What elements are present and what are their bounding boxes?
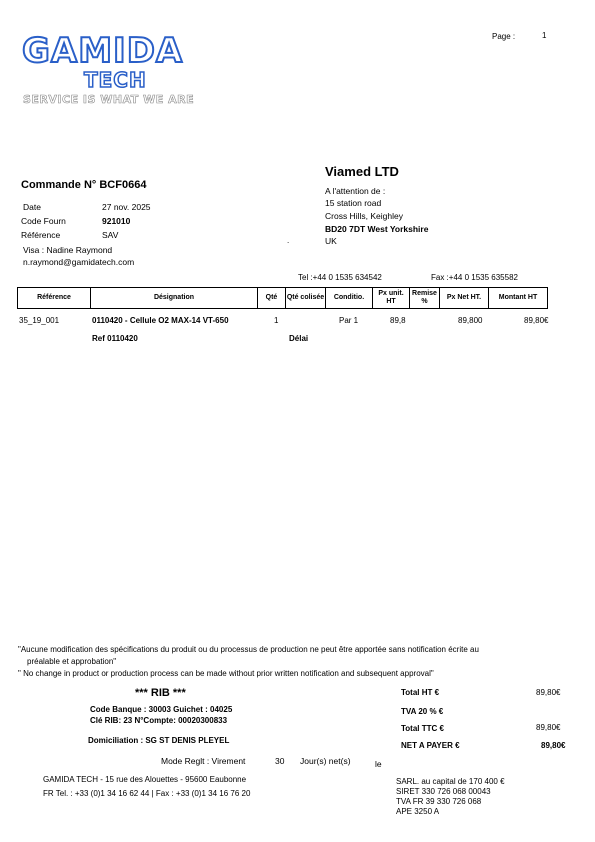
footer-sarl: SARL. au capital de 170 400 €: [396, 777, 505, 786]
total-ht-value: 89,80€: [536, 688, 561, 697]
col-header-conditio: Conditio.: [326, 288, 373, 309]
supplier-code-value: 921010: [102, 216, 131, 226]
row-designation: 0110420 - Cellule O2 MAX-14 VT-650: [92, 316, 229, 325]
total-ttc-value: 89,80€: [536, 723, 561, 732]
visa-text: Visa : Nadine Raymond: [23, 245, 113, 255]
rib-domiciliation: Domiciliation : SG ST DENIS PLEYEL: [88, 736, 230, 745]
tva-label: TVA 20 % €: [401, 707, 444, 716]
supplier-country: UK: [325, 236, 337, 246]
row-ref-line: Ref 0110420: [92, 334, 138, 343]
col-header-qty: Qté: [258, 288, 286, 309]
reference-label: Référence: [21, 230, 61, 240]
row-qty: 1: [274, 316, 279, 325]
row-conditio: Par 1: [339, 316, 359, 325]
footer-siret: SIRET 330 726 068 00043: [396, 787, 491, 796]
notice-fr-line1: "Aucune modification des spécifications du produit ou du processus de production ne peut être apportée sans notification écrite au: [18, 645, 479, 654]
payment-le: le: [375, 759, 382, 769]
col-header-discount: Remise %: [410, 288, 440, 309]
total-ht-label: Total HT €: [401, 688, 440, 697]
row-net-price: 89,800: [458, 316, 483, 325]
row-delai: Délai: [289, 334, 309, 343]
reference-value: SAV: [102, 230, 119, 240]
col-header-qty-packed: Qté colisée: [286, 288, 326, 309]
row-amount: 89,80€: [524, 316, 549, 325]
footer-company: GAMIDA TECH - 15 rue des Alouettes - 95600 Eaubonne: [43, 775, 247, 784]
supplier-address-line1: 15 station road: [325, 198, 382, 208]
supplier-fax: Fax :+44 0 1535 635582: [431, 273, 518, 282]
footer-phone: FR Tel. : +33 (0)1 34 16 62 44 | Fax : +33 (0)1 34 16 76 20: [43, 789, 251, 798]
logo-tagline: SERVICE IS WHAT WE ARE: [23, 93, 195, 106]
supplier-name: Viamed LTD: [325, 164, 399, 179]
col-header-designation: Désignation: [91, 288, 258, 309]
row-unit-price: 89,8: [390, 316, 406, 325]
table-header-row: [18, 288, 548, 309]
dot-mark: .: [287, 236, 290, 245]
rib-bank-code: Code Banque : 30003 Guichet : 04025: [90, 705, 233, 714]
rib-key: Clé RIB: 23 N°Compte: 00020300833: [90, 716, 228, 725]
payment-days-unit: Jour(s) net(s): [300, 756, 351, 766]
footer-ape: APE 3250 A: [396, 807, 440, 816]
col-header-unit-price: Px unit. HT: [373, 288, 410, 309]
supplier-address-line2: Cross Hills, Keighley: [325, 211, 403, 221]
payment-days: 30: [275, 756, 285, 766]
total-ttc-label: Total TTC €: [401, 724, 444, 733]
order-date-label: Date: [23, 202, 41, 212]
order-date-value: 27 nov. 2025: [102, 202, 151, 212]
net-to-pay-value: 89,80€: [541, 741, 566, 750]
logo-main-text: GAMIDA: [22, 31, 184, 71]
net-to-pay-label: NET A PAYER €: [401, 741, 460, 750]
payment-mode: Mode Reglt : Virement: [161, 756, 246, 766]
col-header-amount: Montant HT: [489, 288, 548, 309]
page-label: Page :: [492, 32, 516, 41]
row-reference: 35_19_001: [19, 316, 60, 325]
contact-email: n.raymond@gamidatech.com: [23, 257, 135, 267]
order-title: Commande N° BCF0664: [21, 179, 147, 191]
col-header-reference: Référence: [18, 288, 91, 309]
supplier-tel: Tel :+44 0 1535 634542: [298, 273, 382, 282]
order-lines-table: [17, 287, 548, 309]
footer-tva: TVA FR 39 330 726 068: [396, 797, 482, 806]
notice-fr-line2: préalable et approbation": [27, 657, 117, 666]
supplier-attention: A l'attention de :: [325, 186, 386, 196]
col-header-net-price: Px Net HT.: [440, 288, 489, 309]
notice-en: " No change in product or production process can be made without prior written notification and subsequent approval": [18, 669, 434, 678]
rib-title: *** RIB ***: [135, 687, 186, 699]
logo-tech-text: TECH: [84, 68, 147, 92]
supplier-code-label: Code Fourn: [21, 216, 66, 226]
supplier-address-line3: BD20 7DT West Yorkshire: [325, 224, 429, 234]
page-number: 1: [542, 31, 547, 40]
